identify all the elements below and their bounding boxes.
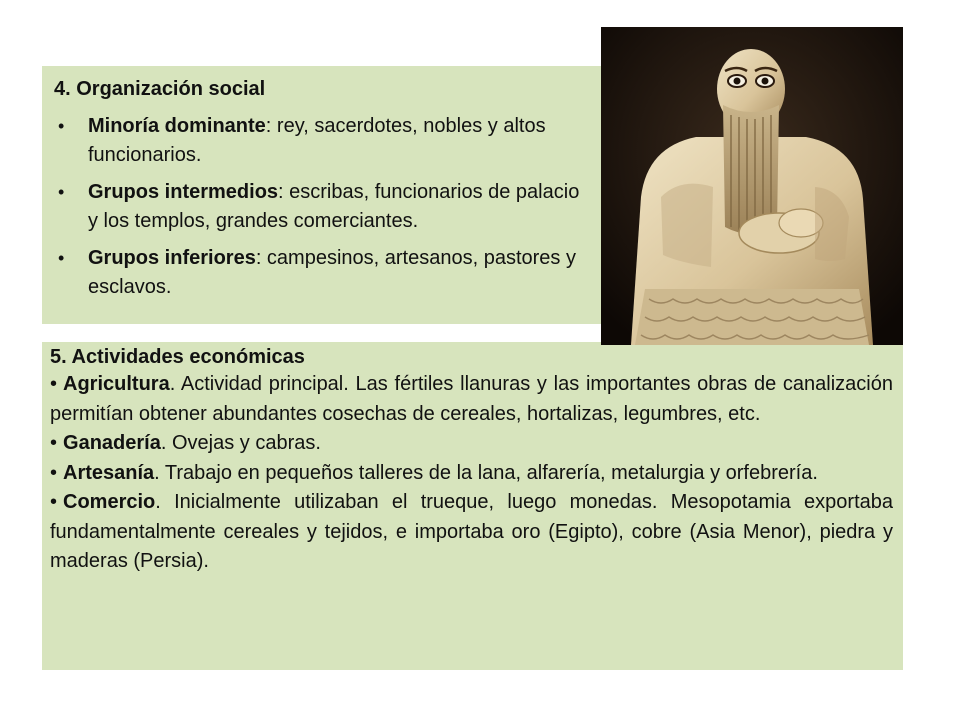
list-item xyxy=(50,370,893,429)
item-term: Agricultura xyxy=(63,373,170,395)
statue-illustration xyxy=(601,27,903,345)
bullet-icon: • xyxy=(58,182,65,202)
economic-activities-panel xyxy=(42,342,903,670)
item-term: Grupos inferiores xyxy=(88,247,256,269)
bullet-icon: • xyxy=(50,432,58,454)
item-text: : escribas, funcionarios de palacio y los templos, grandes comerciantes. xyxy=(88,181,580,232)
item-text: : campesinos, artesanos, pastores y esclavos. xyxy=(88,247,576,298)
list-item xyxy=(50,459,893,489)
item-term: Artesanía xyxy=(63,461,155,484)
item-text: : rey, sacerdotes, nobles y altos funcionarios. xyxy=(88,115,546,166)
bullet-icon: • xyxy=(50,461,58,484)
bullet-icon: • xyxy=(50,491,58,513)
bullet-icon: • xyxy=(58,116,65,136)
item-term: Ganadería xyxy=(63,432,161,454)
item-term: Minoría dominante xyxy=(88,115,266,137)
item-text: . Inicialmente utilizaban el trueque, luego monedas. Mesopotamia exportaba fundamentalmente cereales y tejidos, e importaba oro (Egipto), cobre (Asia Menor), piedra y maderas (Persia). xyxy=(50,491,893,572)
item-text: . Actividad principal. Las fértiles llanuras y las importantes obras de canalización permitían obtener abundantes cosechas de cereales, hortalizas, legumbres, etc. xyxy=(50,373,893,425)
item-text: . Ovejas y cabras. xyxy=(160,432,321,454)
social-groups-list xyxy=(54,112,590,302)
item-term: Comercio xyxy=(63,491,156,513)
list-item xyxy=(50,429,893,459)
social-organization-panel xyxy=(42,66,602,324)
item-term: Grupos intermedios xyxy=(88,181,279,203)
list-item xyxy=(54,112,590,170)
list-item xyxy=(50,488,893,577)
bullet-icon: • xyxy=(58,248,65,268)
bullet-icon: • xyxy=(50,373,58,395)
sumerian-statue-photo xyxy=(601,27,903,345)
list-item xyxy=(54,244,590,302)
item-text: . Trabajo en pequeños talleres de la lana, alfarería, metalurgia y orfebrería. xyxy=(154,461,818,484)
list-item xyxy=(54,178,590,236)
social-organization-heading: 4. Organización social xyxy=(54,78,266,100)
economic-activities-heading: 5. Actividades económicas xyxy=(50,346,305,368)
